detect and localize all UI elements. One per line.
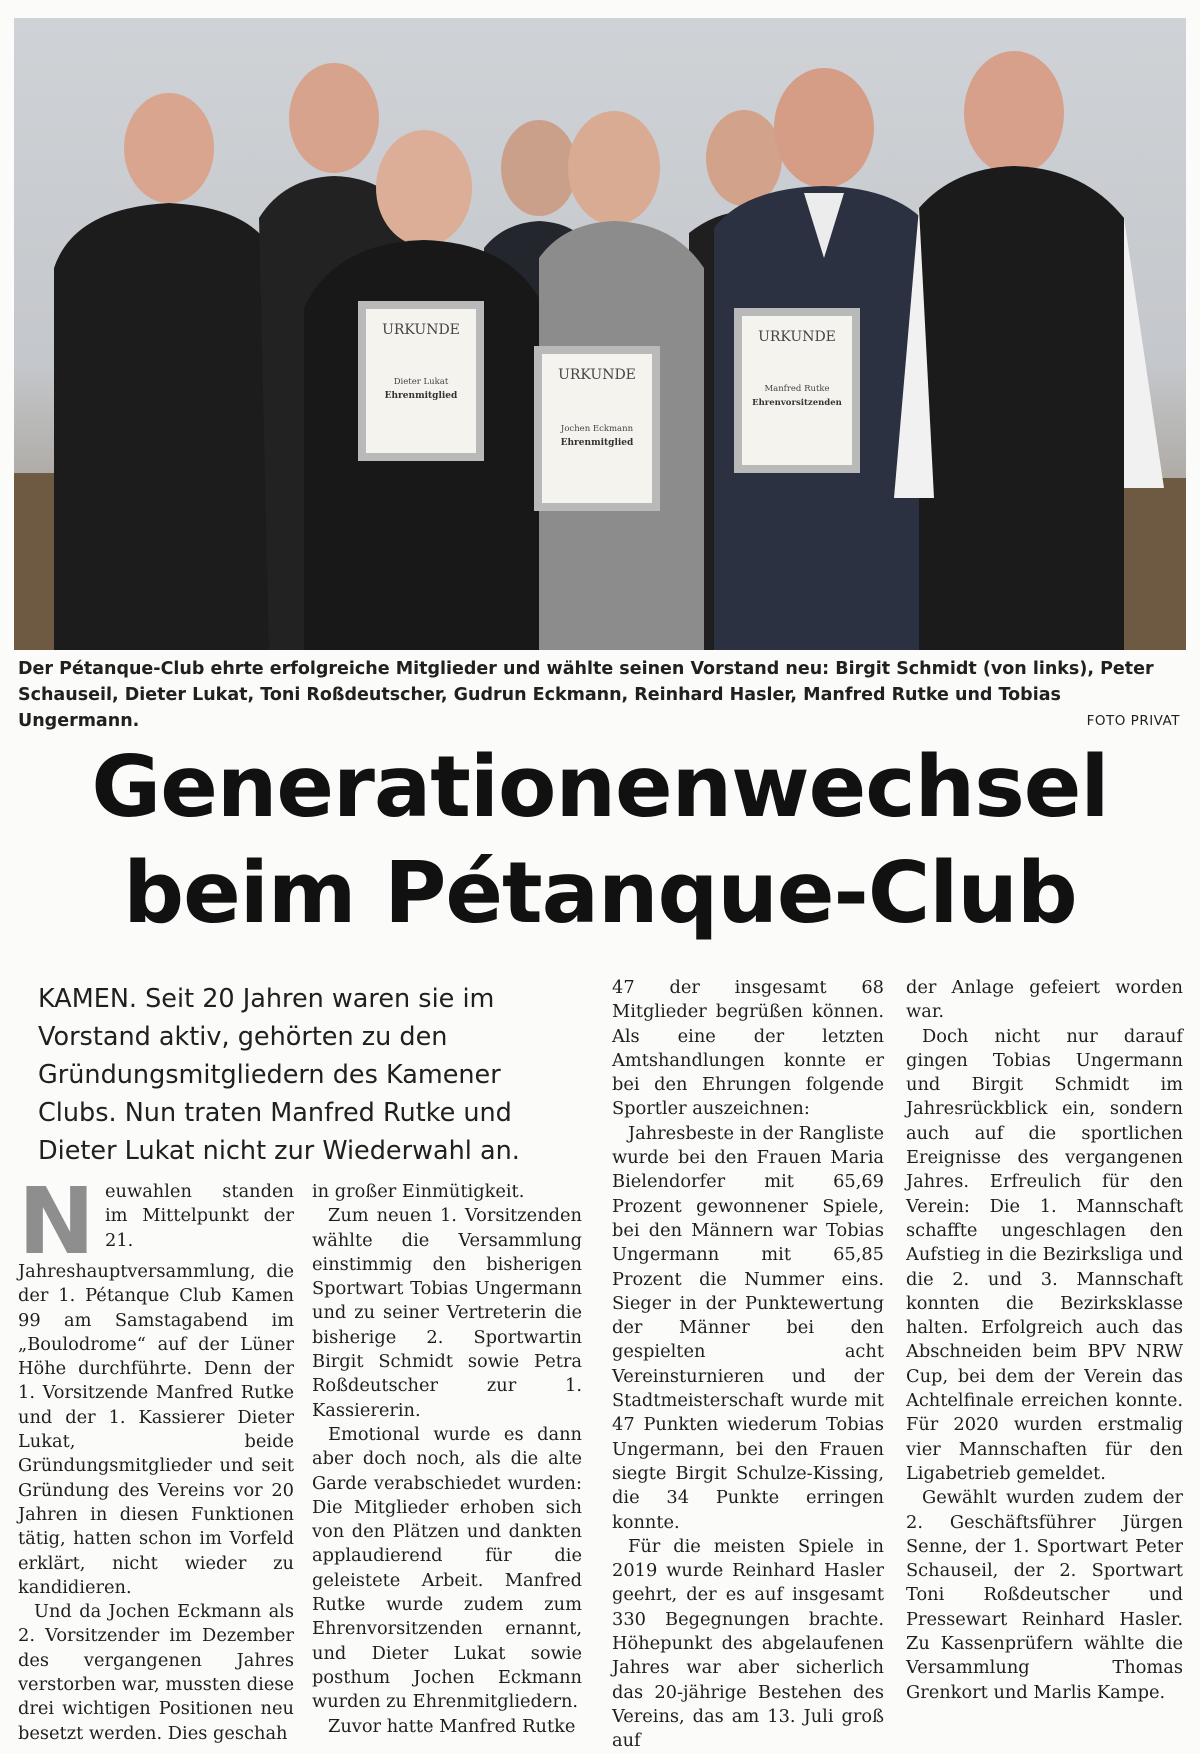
article-column-1 (18, 1168, 294, 1746)
certificate-honor: Ehrenmitglied (384, 391, 458, 401)
certificate-name: Jochen Eckmann (560, 424, 634, 434)
drop-cap: N (18, 1168, 95, 1275)
group-photo-icon (14, 18, 1186, 650)
article-column-2 (312, 1180, 582, 1739)
person-tobias-ungermann (894, 51, 1164, 650)
certificate-title: URKUNDE (558, 367, 636, 383)
certificate-name: Dieter Lukat (393, 377, 449, 387)
headline-line-2: beim Pétanque-Club (123, 844, 1077, 943)
paragraph: Für die meisten Spiele in 2019 wurde Reinhard Hasler geehrt, der es auf insgesamt 330 Begegnungen brachte. Höhepunkt des abgelaufenen Jahres war aber sicherlich das 20-jährige Bestehen des Vereins, das am 13. Juli groß auf (612, 1535, 884, 1752)
paragraph: euwahlen standen im Mittelpunkt der 21. Jahreshauptversammlung, die der 1. Pétanque Club Kamen 99 am Samstagabend im „Boulodrome“ auf der Lüner Höhe durchführte. Denn der 1. Vorsitzende Manfred Rutke und der 1. Kassierer Dieter Lukat, beide Gründungsmitglieder und seit Gründung des Vereins vor 20 Jahren in diesen Funktionen tätig, hatten schon im Vorfeld erklärt, nicht wieder zu kandidieren. (18, 1181, 294, 1598)
paragraph: 47 der insgesamt 68 Mitglieder begrüßen können. Als eine der letzten Amtshandlungen konnte er bei den Ehrungen folgende Sportler auszeichnen: (612, 977, 884, 1120)
certificate-dieter-lukat (358, 301, 484, 461)
paragraph: Emotional wurde es dann aber doch noch, als die alte Garde verabschiedet wurden: Die Mitglieder erhoben sich von den Plätzen und dankten applaudierend für die geleistete Arbeit. Manfred Rutke wurde zudem zum Ehrenvorsitzenden ernannt, und Dieter Lukat sowie posthum Jochen Eckmann wurden zu Ehrenmitgliedern. (312, 1423, 582, 1713)
paragraph: Gewählt wurden zudem der 2. Geschäftsführer Jürgen Senne, der 1. Sportwart Peter Schauseil, der 2. Sportwart Toni Roßdeutscher und Pressewart Reinhard Hasler. Zu Kassenprüfern wählte die Versammlung Thomas Grenkort und Marlis Kampe. (906, 1487, 1183, 1703)
lead-text: Seit 20 Jahren waren sie im Vorstand aktiv, gehörten zu den Gründungsmitgliedern des Kamener Clubs. Nun traten Manfred Rutke und Dieter Lukat nicht zur Wiederwahl an. (38, 984, 520, 1166)
paragraph: Zum neuen 1. Vorsitzenden wählte die Versammlung einstimmig den bisherigen Sportwart Tobias Ungermann und zu seiner Vertreterin die bisherige 2. Sportwartin Birgit Schmidt sowie Petra Roßdeutscher zur 1. Kassiererin. (312, 1205, 582, 1421)
certificate-manfred-rutke (734, 308, 860, 473)
paragraph: Doch nicht nur darauf gingen Tobias Ungermann und Birgit Schmidt im Jahresrückblick ein, sondern auch auf die sportlichen Ereignisse des vergangenen Jahres. Erfreulich für den Verein: Die 1. Mannschaft schaffte ungeschlagen den Aufstieg in die Bezirksliga und die 2. und 3. Mannschaft konnten die Bezirksklasse halten. Erfolgreich auch das Abschneiden beim BPV NRW Cup, bei dem der Verein das Achtelfinale erreichen konnte. Für 2020 wurden erstmalig vier Mannschaften für den Ligabetrieb gemeldet. (906, 1025, 1183, 1484)
certificate-jochen-eckmann (534, 346, 660, 511)
photo-caption (18, 656, 1184, 734)
paragraph: der Anlage gefeiert worden war. (906, 977, 1183, 1023)
person-birgit-schmidt (54, 93, 284, 650)
paragraph: in großer Einmütigkeit. (312, 1181, 525, 1202)
certificate-title: URKUNDE (382, 322, 460, 338)
paragraph: Jahresbeste in der Rangliste wurde bei den Frauen Maria Bielendorfer mit 65,69 Prozent gewonnener Spiele, bei den Männern war Tobias Ungermann mit 65,85 Prozent die Nummer eins. Sieger in der Punktewertung der Männer bei den gespielten acht Vereinsturnieren und der Stadtmeisterschaft wurde mit 47 Punkten wiederum Tobias Ungermann, bei den Frauen siegte Birgit Schulze-Kissing, die 34 Punkte erringen konnte. (612, 1122, 884, 1533)
certificate-honor: Ehrenvorsitzenden (752, 398, 842, 408)
certificate-name: Manfred Rutke (764, 384, 830, 394)
dateline: KAMEN. (38, 984, 138, 1014)
headline-line-1: Generationenwechsel (91, 738, 1109, 837)
lead-paragraph (38, 980, 578, 1170)
certificate-title: URKUNDE (758, 329, 836, 345)
group-photo (14, 18, 1186, 650)
paragraph: Zuvor hatte Manfred Rutke (328, 1715, 576, 1737)
photo-credit: FOTO PRIVAT (1086, 713, 1180, 729)
headline (0, 735, 1200, 947)
article-column-3 (612, 976, 884, 1754)
paragraph: Und da Jochen Eckmann als 2. Vorsitzender im Dezember des vergangenen Jahres verstorben war, mussten diese drei wichtigen Positionen neu besetzt werden. Dies geschah (18, 1601, 294, 1744)
right-table (1124, 478, 1186, 650)
certificate-honor: Ehrenmitglied (560, 438, 634, 448)
caption-text: Der Pétanque-Club ehrte erfolgreiche Mitglieder und wählte seinen Vorstand neu: Birgit Schmidt (von links), Peter Schauseil, Dieter Lukat, Toni Roßdeutscher, Gudrun Eckmann, Reinhard Hasler, Manfred Rutke und Tobias Ungermann. (18, 659, 1154, 731)
article-column-4 (906, 976, 1183, 1705)
